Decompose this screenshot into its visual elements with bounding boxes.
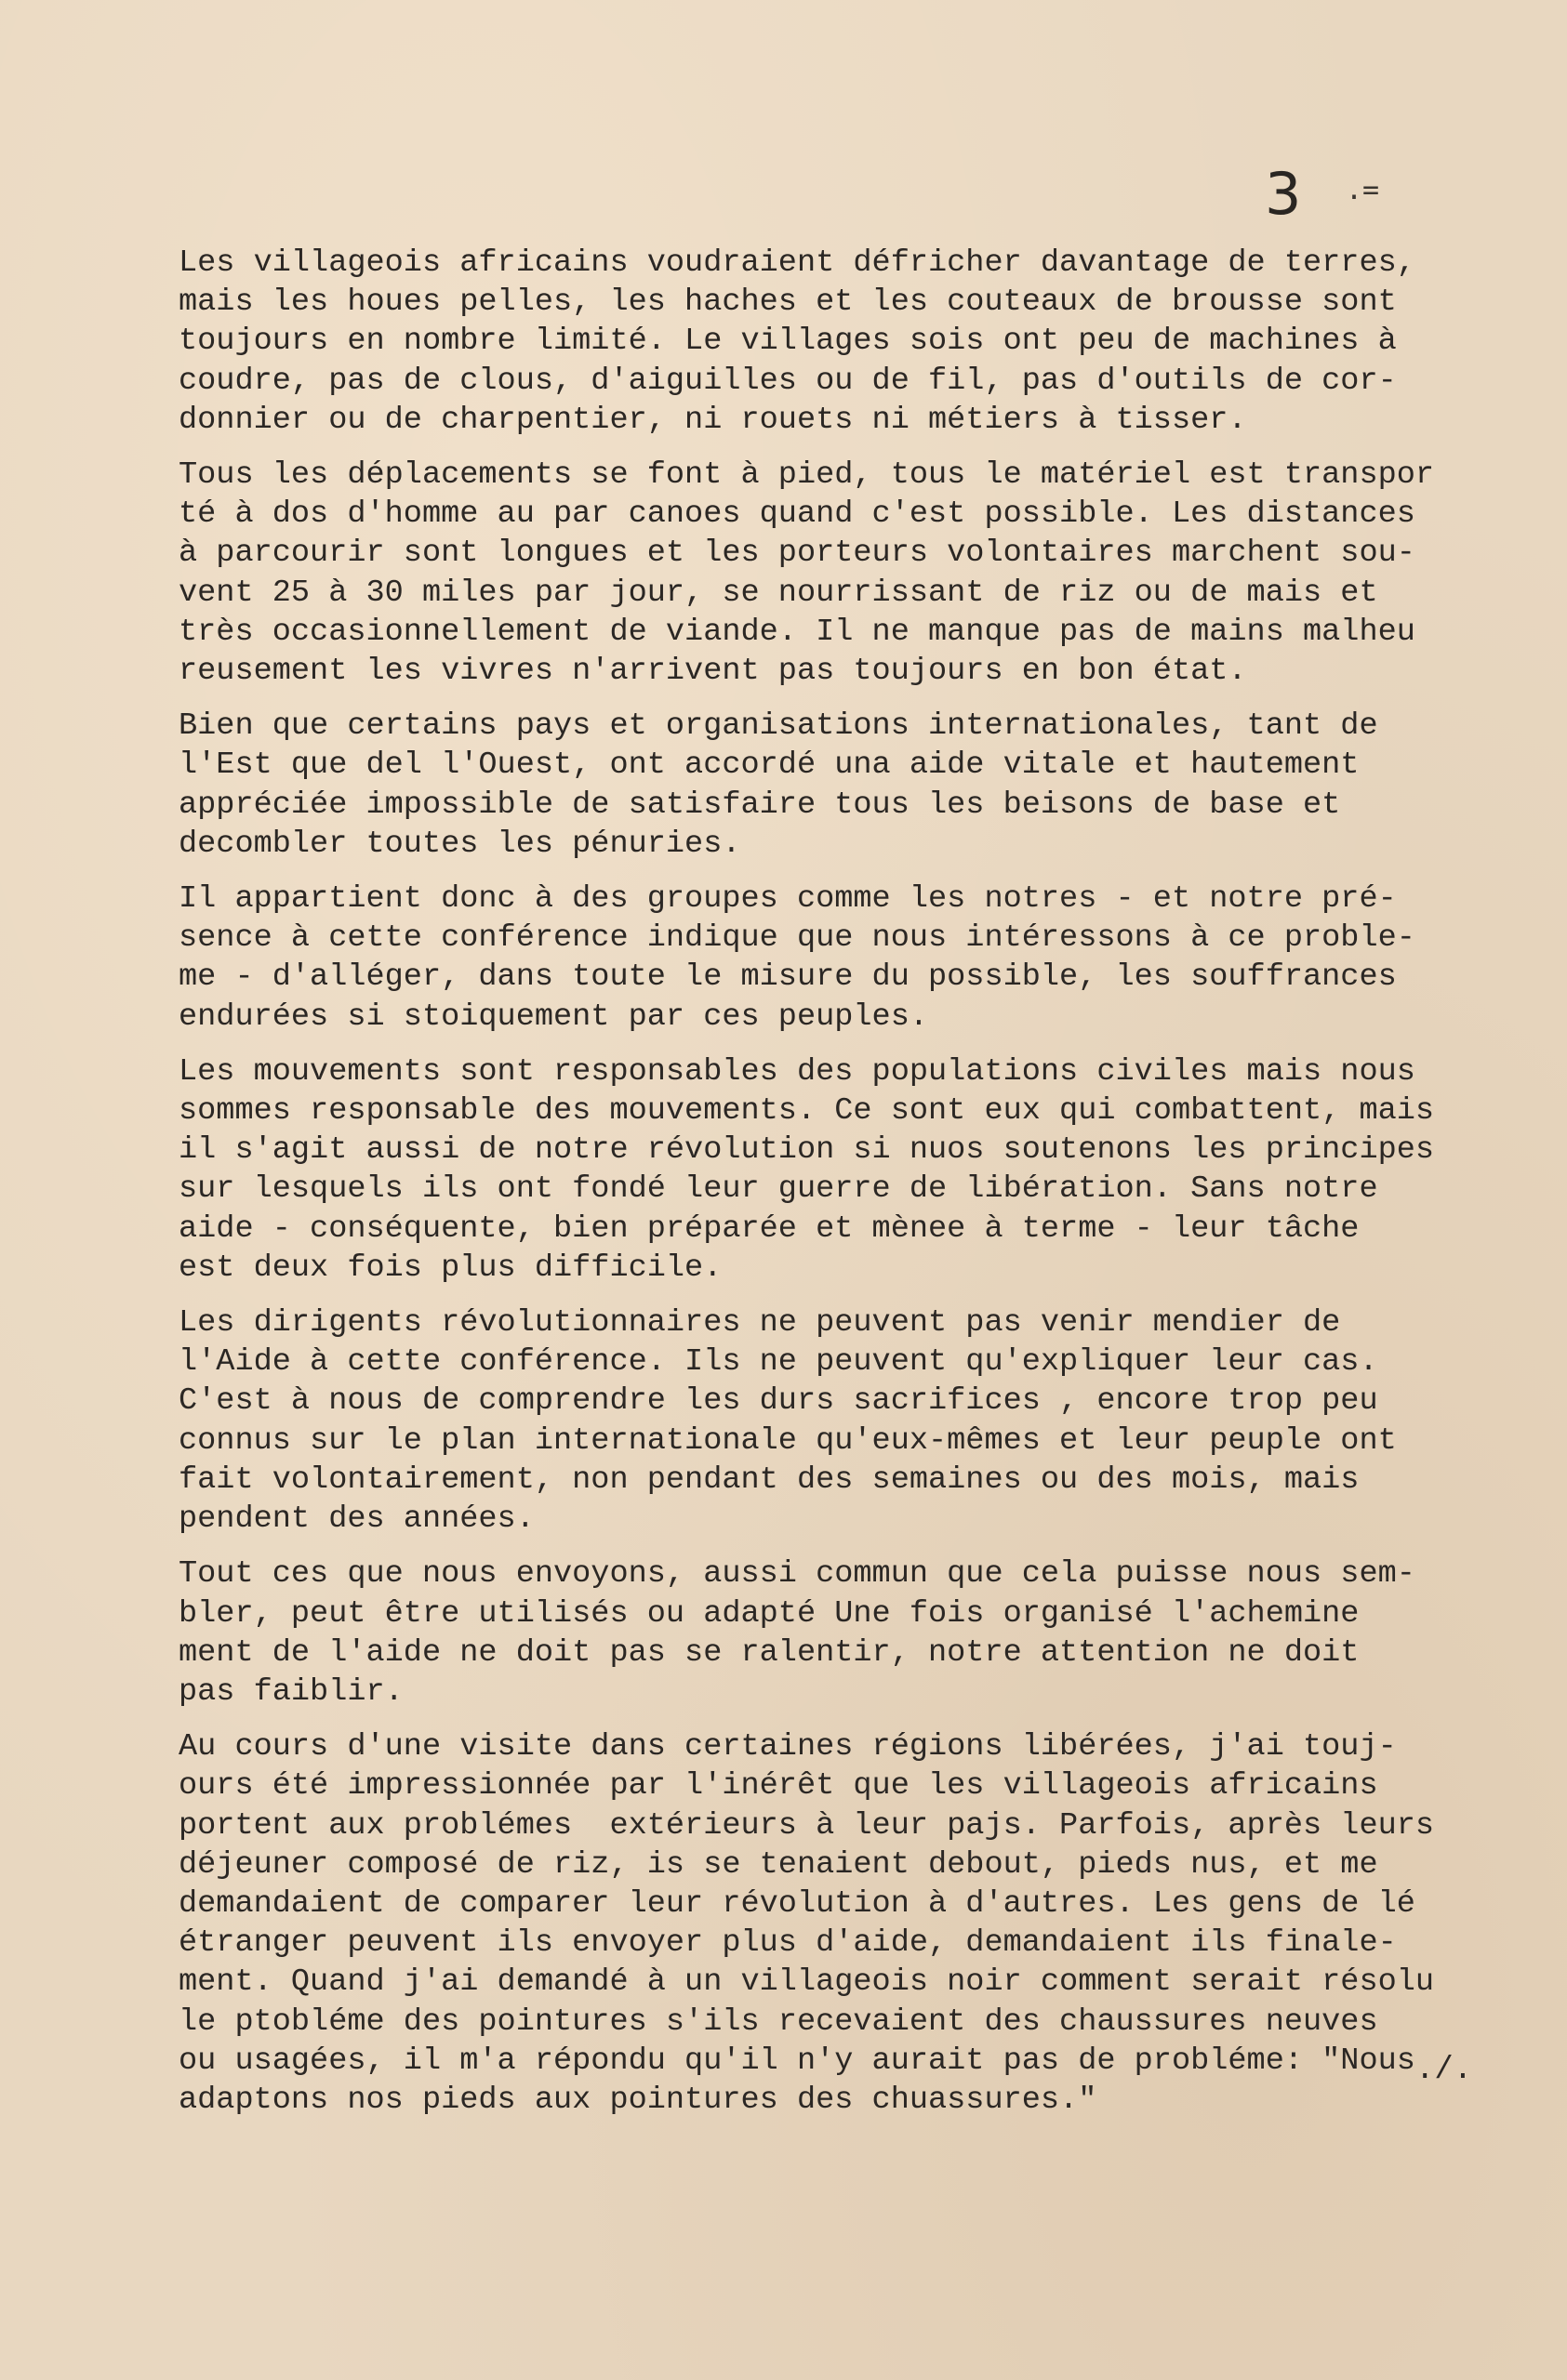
text-line: mais les houes pelles, les haches et les couteaux de brousse sont <box>179 284 1397 321</box>
text-line: Tout ces que nous envoyons, aussi commun que cela puisse nous sem- <box>179 1556 1415 1593</box>
text-line: étranger peuvent ils envoyer plus d'aide, demandaient ils finale- <box>179 1925 1397 1962</box>
paragraph <box>179 244 1481 440</box>
body-text <box>179 244 1481 2135</box>
paragraph <box>179 1727 1481 2120</box>
text-line: l'Aide à cette conférence. Ils ne peuvent qu'expliquer leur cas. <box>179 1344 1378 1381</box>
text-line: Les dirigents révolutionnaires ne peuvent pas venir mendier de <box>179 1305 1341 1342</box>
text-line: Les mouvements sont responsables des populations civiles mais nous <box>179 1053 1415 1090</box>
text-line: vent 25 à 30 miles par jour, se nourrissant de riz ou de mais et <box>179 575 1378 611</box>
text-line: portent aux problémes extérieurs à leur pajs. Parfois, après leurs <box>179 1807 1435 1844</box>
paragraph <box>179 1052 1481 1288</box>
text-line: endurées si stoiquement par ces peuples. <box>179 998 929 1035</box>
text-line: bler, peut être utilisés ou adapté Une fois organisé l'achemine <box>179 1595 1360 1632</box>
text-line: Il appartient donc à des groupes comme les notres - et notre pré- <box>179 881 1397 918</box>
text-line: adaptons nos pieds aux pointures des chuassures." <box>179 2082 1097 2118</box>
text-line: connus sur le plan internationale qu'eux-mêmes et leur peuple ont <box>179 1422 1397 1459</box>
text-line: toujours en nombre limité. Le villages sois ont peu de machines à <box>179 324 1397 360</box>
text-line: coudre, pas de clous, d'aiguilles ou de fil, pas d'outils de cor- <box>179 363 1397 399</box>
text-line: il s'agit aussi de notre révolution si nuos soutenons les principes <box>179 1132 1435 1169</box>
text-line: decombler toutes les pénuries. <box>179 826 741 862</box>
text-line: ment. Quand j'ai demandé à un villageois noir comment serait résolu <box>179 1964 1435 2001</box>
text-line: ou usagées, il m'a répondu qu'il n'y aurait pas de probléme: "Nous <box>179 2043 1415 2079</box>
paragraph <box>179 456 1481 691</box>
text-line: ours été impressionnée par l'inérêt que les villageois africains <box>179 1768 1378 1805</box>
text-line: l'Est que del l'Ouest, ont accordé una aide vitale et hautement <box>179 747 1360 784</box>
text-line: le ptobléme des pointures s'ils recevaient des chaussures neuves <box>179 2003 1378 2040</box>
paragraph <box>179 1554 1481 1712</box>
text-line: sommes responsable des mouvements. Ce sont eux qui combattent, mais <box>179 1093 1435 1130</box>
text-line: fait volontairement, non pendant des semaines ou des mois, mais <box>179 1461 1360 1498</box>
continuation-mark: ./. <box>1415 2053 1473 2088</box>
text-line: pas faiblir. <box>179 1673 404 1710</box>
text-line: Tous les déplacements se font à pied, tous le matériel est transpor <box>179 457 1435 494</box>
text-line: sence à cette conférence indique que nous intéressons à ce proble- <box>179 920 1415 957</box>
text-line: appréciée impossible de satisfaire tous les beisons de base et <box>179 787 1341 823</box>
text-line: donnier ou de charpentier, ni rouets ni métiers à tisser. <box>179 402 1247 438</box>
text-line: déjeuner composé de riz, is se tenaient debout, pieds nus, et me <box>179 1846 1378 1883</box>
page-number-mark: .= <box>1346 174 1380 206</box>
paragraph <box>179 879 1481 1037</box>
text-line: sur lesquels ils ont fondé leur guerre de libération. Sans notre <box>179 1171 1378 1208</box>
text-line: Les villageois africains voudraient défricher davantage de terres, <box>179 245 1415 281</box>
text-line: demandaient de comparer leur révolution à d'autres. Les gens de lé <box>179 1885 1415 1922</box>
text-line: Au cours d'une visite dans certaines régions libérées, j'ai touj- <box>179 1729 1397 1765</box>
text-line: à parcourir sont longues et les porteurs volontaires marchent sou- <box>179 536 1415 572</box>
text-line: reusement les vivres n'arrivent pas toujours en bon état. <box>179 654 1247 690</box>
page-number: 3 <box>1265 160 1302 228</box>
paragraph <box>179 707 1481 864</box>
paragraph <box>179 1303 1481 1539</box>
text-line: C'est à nous de comprendre les durs sacrifices , encore trop peu <box>179 1383 1378 1420</box>
text-line: pendent des années. <box>179 1501 535 1538</box>
text-line: té à dos d'homme au par canoes quand c'est possible. Les distances <box>179 496 1415 533</box>
text-line: me - d'alléger, dans toute le misure du possible, les souffrances <box>179 959 1397 996</box>
text-line: aide - conséquente, bien préparée et mènee à terme - leur tâche <box>179 1210 1360 1247</box>
text-line: très occasionnellement de viande. Il ne manque pas de mains malheu <box>179 614 1415 650</box>
text-line: Bien que certains pays et organisations internationales, tant de <box>179 708 1378 745</box>
text-line: ment de l'aide ne doit pas se ralentir, notre attention ne doit <box>179 1634 1360 1671</box>
text-line: est deux fois plus difficile. <box>179 1250 723 1286</box>
